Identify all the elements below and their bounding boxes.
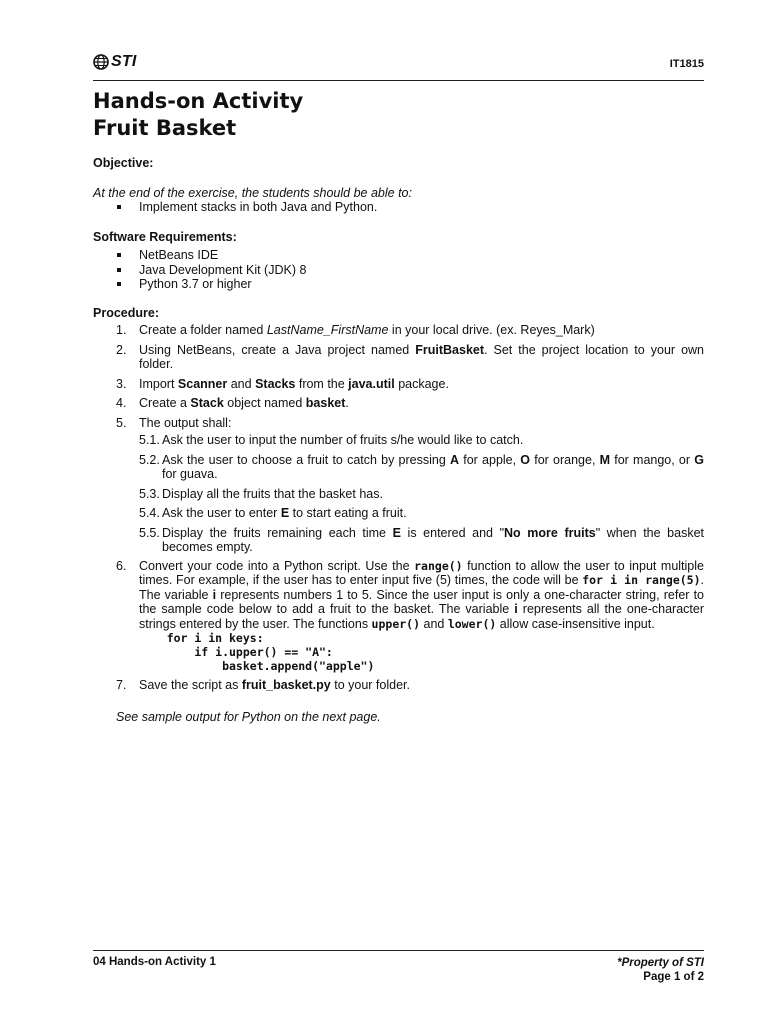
step-text: represents numbers 1 to 5. Since the user input is only a one-character string, refer to the sample code below to add a fruit to the basket. The variable bbox=[139, 587, 705, 616]
substep-5-2 bbox=[139, 453, 704, 482]
step-text: Create a bbox=[139, 396, 191, 410]
inline-code: range() bbox=[414, 558, 463, 573]
step-text: allow case-insensitive input. bbox=[496, 616, 655, 631]
procedure-step-7 bbox=[93, 678, 704, 693]
inline-code: for i in range(5) bbox=[582, 573, 701, 587]
substep-text: for mango, or bbox=[610, 452, 695, 467]
procedure-step-4 bbox=[93, 396, 704, 411]
step-text-bold: fruit_basket.py bbox=[241, 678, 331, 692]
step-text: object named bbox=[223, 396, 306, 410]
next-page-note: See sample output for Python on the next page. bbox=[116, 709, 381, 724]
header-divider bbox=[93, 80, 704, 81]
code-block bbox=[139, 631, 704, 673]
software-list bbox=[93, 248, 704, 292]
step-text: and bbox=[227, 376, 256, 391]
procedure-step-6 bbox=[93, 559, 704, 674]
code-line: basket.append("apple") bbox=[139, 659, 375, 673]
substep-text: for guava. bbox=[162, 467, 218, 481]
step-text: . bbox=[345, 396, 349, 410]
substep-5-4 bbox=[139, 506, 704, 521]
list-item: Python 3.7 or higher bbox=[93, 277, 704, 292]
step-number: 3. bbox=[116, 376, 127, 391]
list-item: Implement stacks in both Java and Python. bbox=[93, 200, 704, 215]
inline-code: lower() bbox=[447, 616, 497, 631]
title-line-1: Hands-on Activity bbox=[93, 89, 304, 113]
step-number: 5. bbox=[116, 415, 127, 430]
substep-text: Ask the user to enter bbox=[162, 506, 281, 520]
substep-text-bold: M bbox=[599, 452, 611, 467]
step-text: Using NetBeans, create a Java project named bbox=[139, 342, 416, 357]
footer-document-title: 04 Hands-on Activity 1 bbox=[93, 956, 216, 968]
sti-logo bbox=[93, 53, 137, 71]
step-text: . Set the project location to your own folder. bbox=[139, 342, 704, 371]
step-text-bold: Stacks bbox=[255, 376, 296, 391]
step-text: package. bbox=[394, 376, 449, 391]
code-line: if i.upper() == "A": bbox=[139, 645, 333, 659]
substep-5-5 bbox=[139, 526, 704, 555]
procedure-step-3 bbox=[93, 377, 704, 392]
step-text: function to allow the user to input multiple times. For example, if the user has to enter input five (5) times, the code will be bbox=[139, 558, 704, 587]
substep-number: 5.1. bbox=[139, 433, 160, 447]
step-text: in your local drive. (ex. Reyes_Mark) bbox=[388, 323, 595, 337]
substep-text: to start eating a fruit. bbox=[289, 506, 407, 520]
footer-divider bbox=[93, 950, 704, 951]
step-text: The output shall: bbox=[139, 415, 232, 430]
step-text: represents all the one-character strings entered by the user. The functions bbox=[139, 602, 704, 631]
substep-text-bold: A bbox=[450, 452, 460, 467]
step-text-bold: i bbox=[212, 587, 217, 602]
substep-text: Display all the fruits that the basket has. bbox=[162, 486, 383, 501]
substep-number: 5.2. bbox=[139, 452, 160, 467]
substep-number: 5.4. bbox=[139, 506, 160, 520]
step-text-italic: LastName_FirstName bbox=[266, 323, 389, 337]
substep-text-bold: O bbox=[520, 452, 531, 467]
footer-page-number: Page 1 of 2 bbox=[643, 971, 704, 983]
step-text: Create a folder named bbox=[139, 323, 267, 337]
step-number: 6. bbox=[116, 558, 127, 573]
course-code: IT1815 bbox=[669, 58, 704, 70]
substep-5-1 bbox=[139, 433, 704, 448]
code-line: for i in keys: bbox=[139, 631, 264, 645]
objective-list bbox=[93, 200, 704, 215]
substep-text: " when the basket becomes empty. bbox=[162, 525, 704, 554]
page-header bbox=[93, 50, 704, 78]
list-item: NetBeans IDE bbox=[93, 248, 704, 263]
step-text: from the bbox=[295, 376, 349, 391]
substep-text: for apple, bbox=[459, 452, 521, 467]
list-item: Java Development Kit (JDK) 8 bbox=[93, 263, 704, 278]
procedure-step-1 bbox=[93, 323, 704, 338]
procedure-step-5 bbox=[93, 416, 704, 555]
title-line-2: Fruit Basket bbox=[93, 116, 237, 140]
substep-5-3 bbox=[139, 487, 704, 502]
step-number: 1. bbox=[116, 323, 127, 337]
substep-text: is entered and " bbox=[400, 525, 505, 540]
inline-code: upper() bbox=[371, 616, 421, 631]
step-text-bold: FruitBasket bbox=[415, 342, 485, 357]
step-text: Save the script as bbox=[139, 678, 242, 692]
step-number: 2. bbox=[116, 342, 127, 357]
step-text: . The variable bbox=[139, 573, 704, 602]
logo-text: STI bbox=[111, 53, 137, 70]
step-text-bold: java.util bbox=[348, 376, 395, 391]
page-title bbox=[93, 88, 303, 142]
step-text: to your folder. bbox=[330, 678, 410, 692]
substep-text: Display the fruits remaining each time bbox=[162, 525, 393, 540]
step-text: Convert your code into a Python script. Use the bbox=[139, 558, 415, 573]
substep-number: 5.5. bbox=[139, 525, 160, 540]
document-body bbox=[93, 156, 704, 724]
substep-list bbox=[139, 433, 704, 555]
procedure-heading: Procedure: bbox=[93, 305, 159, 320]
globe-icon bbox=[93, 54, 109, 70]
step-text: and bbox=[420, 616, 448, 631]
substep-text-bold: E bbox=[392, 525, 401, 540]
substep-text: for orange, bbox=[530, 452, 600, 467]
footer-property: *Property of STI bbox=[617, 957, 704, 969]
step-text-bold: i bbox=[514, 602, 518, 616]
step-number: 7. bbox=[116, 678, 127, 692]
substep-text-bold: G bbox=[694, 452, 704, 467]
substep-text: Ask the user to input the number of fruits s/he would like to catch. bbox=[162, 433, 524, 447]
step-text-bold: Stack bbox=[190, 396, 224, 410]
step-text-bold: Scanner bbox=[177, 376, 228, 391]
procedure-step-2 bbox=[93, 343, 704, 372]
substep-text-bold: No more fruits bbox=[504, 525, 596, 540]
footer-meta bbox=[617, 956, 704, 984]
software-heading: Software Requirements: bbox=[93, 229, 237, 244]
step-number: 4. bbox=[116, 396, 127, 410]
step-text-bold: basket bbox=[305, 396, 346, 410]
substep-text: Ask the user to choose a fruit to catch by pressing bbox=[162, 452, 451, 467]
objective-heading: Objective: bbox=[93, 156, 154, 170]
objective-intro: At the end of the exercise, the students should be able to: bbox=[93, 185, 412, 200]
substep-number: 5.3. bbox=[139, 486, 160, 501]
step-text: Import bbox=[139, 376, 178, 391]
procedure-list bbox=[93, 323, 704, 693]
substep-text-bold: E bbox=[280, 506, 290, 520]
